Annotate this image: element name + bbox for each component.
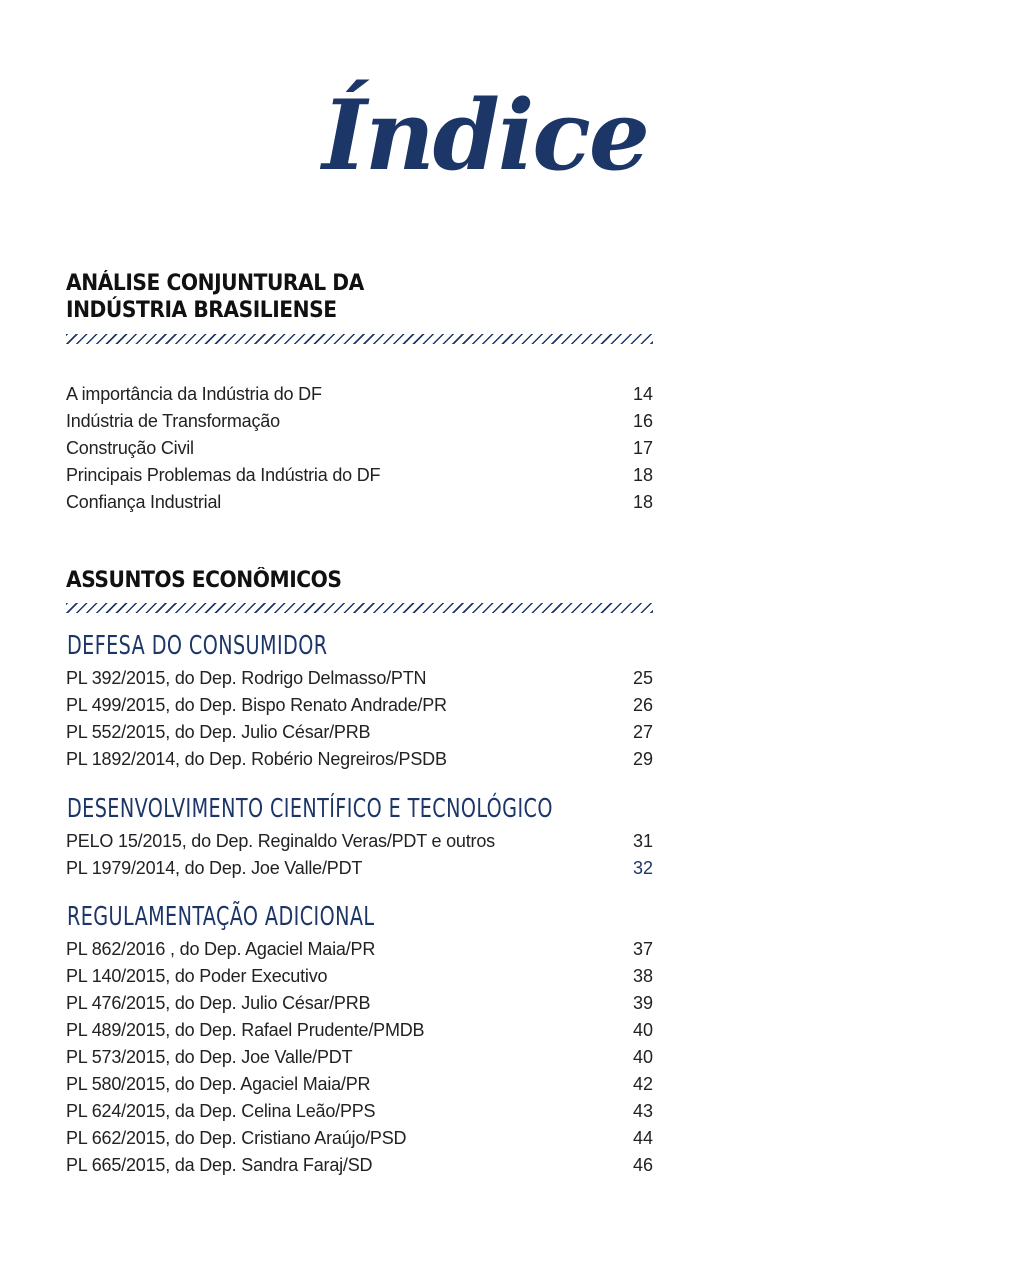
- entry-page-number: 16: [632, 411, 653, 431]
- list-item[interactable]: [66, 990, 653, 1017]
- entry-page-number: 40: [632, 1020, 653, 1040]
- entry-page-number: 14: [632, 384, 653, 404]
- list-item[interactable]: [66, 855, 653, 882]
- hatched-divider: [66, 334, 653, 344]
- subsection-title-defesa: DEFESA DO CONSUMIDOR: [67, 631, 328, 661]
- entry-page-number: 44: [632, 1128, 653, 1148]
- entry-page-number: 46: [632, 1155, 653, 1175]
- list-item[interactable]: [66, 828, 653, 855]
- subsection-title-desenvolvimento: DESENVOLVIMENTO CIENTÍFICO E TECNOLÓGICO: [67, 794, 553, 824]
- entry-label: Indústria de Transformação: [66, 411, 280, 431]
- list-item[interactable]: [66, 963, 653, 990]
- entry-label: PL 552/2015, do Dep. Julio César/PRB: [66, 722, 371, 742]
- entry-page-number: 25: [632, 668, 653, 688]
- entry-page-number: 37: [632, 939, 653, 959]
- entry-list-regulamentacao: [66, 936, 653, 1179]
- entry-page-number: 29: [632, 749, 653, 769]
- entry-label: PL 624/2015, da Dep. Celina Leão/PPS: [66, 1101, 376, 1121]
- entry-label: PL 580/2015, do Dep. Agaciel Maia/PR: [66, 1074, 371, 1094]
- section-heading-line: ANÁLISE CONJUNTURAL DA: [66, 271, 364, 296]
- entry-page-number: 32: [632, 858, 653, 878]
- entry-page-number: 39: [632, 993, 653, 1013]
- entry-label: PL 1892/2014, do Dep. Robério Negreiros/PSDB: [66, 749, 447, 769]
- hatched-divider: [66, 603, 653, 613]
- list-item[interactable]: [66, 746, 653, 773]
- subsection-title-regulamentacao: REGULAMENTAÇÃO ADICIONAL: [67, 902, 375, 932]
- entry-label: A importância da Indústria do DF: [66, 384, 322, 404]
- entry-label: PL 489/2015, do Dep. Rafael Prudente/PMDB: [66, 1020, 425, 1040]
- list-item[interactable]: [66, 665, 653, 692]
- section-heading-line: ASSUNTOS ECONÔMICOS: [66, 568, 342, 593]
- entry-page-number: 26: [632, 695, 653, 715]
- entry-list-analise: [66, 381, 653, 516]
- list-item[interactable]: [66, 381, 653, 408]
- entry-label: Construção Civil: [66, 438, 194, 458]
- entry-page-number: 38: [632, 966, 653, 986]
- list-item[interactable]: [66, 936, 653, 963]
- list-item[interactable]: [66, 435, 653, 462]
- entry-page-number: 17: [632, 438, 653, 458]
- entry-page-number: 27: [632, 722, 653, 742]
- entry-page-number: 18: [632, 492, 653, 512]
- entry-list-defesa: [66, 665, 653, 773]
- entry-label: PL 662/2015, do Dep. Cristiano Araújo/PSD: [66, 1128, 407, 1148]
- entry-label: PL 1979/2014, do Dep. Joe Valle/PDT: [66, 858, 363, 878]
- section-heading-analise: [66, 270, 606, 324]
- list-item[interactable]: [66, 489, 653, 516]
- entry-page-number: 42: [632, 1074, 653, 1094]
- entry-label: Confiança Industrial: [66, 492, 222, 512]
- list-item[interactable]: [66, 1125, 653, 1152]
- entry-label: PL 476/2015, do Dep. Julio César/PRB: [66, 993, 371, 1013]
- list-item[interactable]: [66, 1017, 653, 1044]
- section-heading-assuntos: [66, 567, 606, 594]
- entry-label: PL 665/2015, da Dep. Sandra Faraj/SD: [66, 1155, 373, 1175]
- entry-label: PL 499/2015, do Dep. Bispo Renato Andrade/PR: [66, 695, 447, 715]
- list-item[interactable]: [66, 1044, 653, 1071]
- list-item[interactable]: [66, 1152, 653, 1179]
- entry-label: Principais Problemas da Indústria do DF: [66, 465, 381, 485]
- page-title: Índice: [322, 79, 648, 192]
- list-item[interactable]: [66, 408, 653, 435]
- list-item[interactable]: [66, 692, 653, 719]
- entry-label: PL 392/2015, do Dep. Rodrigo Delmasso/PTN: [66, 668, 427, 688]
- entry-list-desenvolvimento: [66, 828, 653, 882]
- list-item[interactable]: [66, 462, 653, 489]
- list-item[interactable]: [66, 719, 653, 746]
- section-heading-line: INDÚSTRIA BRASILIENSE: [66, 298, 337, 323]
- entry-page-number: 31: [632, 831, 653, 851]
- list-item[interactable]: [66, 1071, 653, 1098]
- list-item[interactable]: [66, 1098, 653, 1125]
- entry-label: PL 573/2015, do Dep. Joe Valle/PDT: [66, 1047, 353, 1067]
- entry-label: PL 862/2016 , do Dep. Agaciel Maia/PR: [66, 939, 376, 959]
- entry-page-number: 40: [632, 1047, 653, 1067]
- entry-label: PELO 15/2015, do Dep. Reginaldo Veras/PDT e outros: [66, 831, 495, 851]
- entry-page-number: 43: [632, 1101, 653, 1121]
- entry-page-number: 18: [632, 465, 653, 485]
- entry-label: PL 140/2015, do Poder Executivo: [66, 966, 328, 986]
